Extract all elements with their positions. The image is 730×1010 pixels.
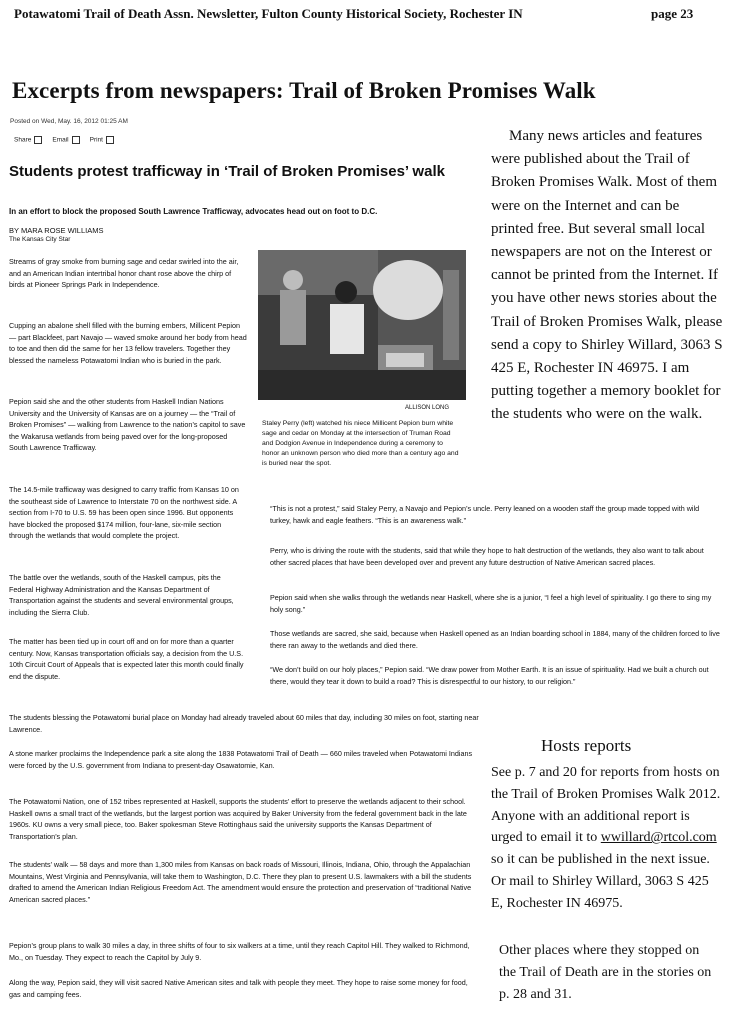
article-paragraph: “This is not a protest,” said Staley Perry, a Navajo and Pepion’s uncle. Perry leaned on a wooden staff the group made topped with wild turkey, hawk and eagle feathers. “This is an awareness walk.”: [270, 504, 700, 525]
photo-caption: Staley Perry (left) watched his niece Millicent Pepion burn white sage and cedar on Monday at the intersection of Truman Road and Dodgion Avenue in Independence during a ceremony to honor an unknown person who died more than a century ago and is buried near the spot.: [262, 420, 459, 467]
article-paragraph: The matter has been tied up in court off and on for more than a quarter century. Now, Kansas transportation officials say, a decision from the U.S. 10th Circuit Court of Appeals that is expected later this month could finally end the dispute.: [9, 637, 244, 681]
hosts-text: See p. 7 and 20 for reports from hosts on the Trail of Broken Promises Walk 2012. Anyone with an additional report is urged to email it to: [491, 765, 721, 846]
article-title: Students protest trafficway in ‘Trail of Broken Promises’ walk: [9, 163, 445, 180]
article-paragraph: Pepion’s group plans to walk 30 miles a day, in three shifts of four to six walkers at a time, until they reach Capitol Hill. They walked to Richmond, Mo., on Tuesday. They expect to reach the Capitol by July 9.: [9, 941, 470, 962]
page-number: page 23: [651, 6, 694, 21]
posted-date: Posted on Wed, May. 16, 2012 01:25 AM: [10, 118, 128, 125]
article-paragraph: Perry, who is driving the route with the students, said that while they hope to halt destruction of the wetlands, they also want to talk about other sacred places that have been developed over and prevent any future destruction of Native American sacred places.: [270, 546, 704, 567]
photo-illustration: [258, 250, 466, 400]
page-title: Excerpts from newspapers: Trail of Broken Promises Walk: [12, 78, 596, 103]
email-link[interactable]: Email: [52, 136, 79, 144]
other-places-note: Other places where they stopped on the Trail of Death are in the stories on p. 28 and 31.: [499, 943, 712, 1002]
email-link[interactable]: wwillard@rtcol.com: [600, 830, 717, 846]
article-paragraph: Pepion said she and the other students from Haskell Indian Nations University and the University of Kansas are on a journey — the “Trail of Broken Promises” — walking from Lawrence to the nation’s capitol to save the Wakarusa wetlands from being paved over for the long-proposed South Lawrence Trafficway.: [9, 397, 246, 453]
print-icon: [106, 136, 114, 144]
article-paragraph: The 14.5-mile trafficway was designed to carry traffic from Kansas 10 on the southeast side of Lawrence to Interstate 70 on the northwest side. A section from I-70 to U.S. 59 has been open since 1996. But opponents have blocked the proposed $174 million, four-lane, six-mile section through the wetlands that would complete the project.: [9, 485, 239, 541]
article-paragraph: The Potawatomi Nation, one of 152 tribes represented at Haskell, supports the students’ effort to preserve the wetlands adjacent to their school. Haskell owns a small tract of the wetlands, but the largest portion was acquired by Baker University from the federal government back in the late 1960s. KU owns a very small piece, too. Baker spokesman Steve Rottinghaus said the university supports the Kansas Department of Transportation’s plan.: [9, 797, 467, 841]
article-paragraph: Those wetlands are sacred, she said, because when Haskell opened as an Indian boarding school in 1884, many of the children forced to live there ran away to the wetlands and died there.: [270, 629, 720, 650]
article-paragraph: Pepion said when she walks through the wetlands near Haskell, where she is a junior, “I feel a high level of spirituality. I go there to sing my holy song.”: [270, 593, 712, 614]
hosts-body: [491, 762, 723, 915]
share-icon: [34, 136, 42, 144]
article-photo: [258, 250, 466, 400]
sidebar-intro: Many news articles and features were published about the Trail of Broken Promises Walk. Most of them were on the Internet and can be printed free. But several small local newspapers are not on the Interest or cannot be printed from the Internet. If you have other news stories about the Trail of Broken Promises Walk, please send a copy to Shirley Willard, 3063 S 425 E, Rochester IN 46975. I am putting together a memory booklet for the students who were on the walk.: [491, 128, 723, 423]
share-toolbar: [14, 136, 114, 144]
share-link[interactable]: Share: [14, 136, 42, 144]
newsletter-header: Potawatomi Trail of Death Assn. Newsletter, Fulton County Historical Society, Rochester IN: [14, 6, 523, 21]
article-paragraph: Along the way, Pepion said, they will visit sacred Native American sites and talk with people they meet. They hope to raise some money for food, gas and camping fees.: [9, 978, 468, 999]
byline-organization: The Kansas City Star: [9, 236, 71, 243]
photo-credit: ALLISON LONG: [405, 405, 450, 411]
byline: BY MARA ROSE WILLIAMS: [9, 226, 104, 235]
article-paragraph: The students blessing the Potawatomi burial place on Monday had already traveled about 60 miles that day, including 30 miles on foot, starting near Lawrence.: [9, 713, 479, 734]
email-icon: [72, 136, 80, 144]
article-paragraph: A stone marker proclaims the Independence park a site along the 1838 Potawatomi Trail of Death — 660 miles traveled when Potawatomi Indians were forced by the U.S. government from Indiana to present-day Osawatomie, Kan.: [9, 749, 473, 770]
article-paragraph: “We don’t build on our holy places,” Pepion said. “We draw power from Mother Earth. It is an issue of spirituality. Had we built a church out there, would they tear it down to build a road? This is disrespectful to our history, to our religion.”: [270, 665, 709, 686]
article-paragraph: The battle over the wetlands, south of the Haskell campus, pits the Federal Highway Administration and the Kansas Department of Transportation against the students and several environmental groups, including the Sierra Club.: [9, 573, 234, 617]
article-subtitle: In an effort to block the proposed South Lawrence Trafficway, advocates head out on foot to D.C.: [9, 207, 378, 216]
article-paragraph: Streams of gray smoke from burning sage and cedar swirled into the air, and an American Indian intertribal honor chant rose above the chirp of birds at Pioneer Springs Park in Independence.: [9, 257, 239, 290]
article-paragraph: The students’ walk — 58 days and more than 1,300 miles from Kansas on back roads of Missouri, Illinois, Indiana, Ohio, through the Appalachian Mountains, West Virginia and Pennsylvania, will take them to Washington, D.C. There they plan to present U.S. lawmakers with a bill the students drafted to amend the American Indian Religious Freedom Act. The amendment would ensure the protection and preservation of “traditional Native American sacred places.”: [9, 860, 472, 904]
hosts-heading: Hosts reports: [541, 736, 632, 755]
article-paragraph: Cupping an abalone shell filled with the burning embers, Millicent Pepion — part Blackfeet, part Navajo — waved smoke around her body from head to toe and then did the same for her 13 fellow travelers. Together they blessed the nameless Potawatomi Indian who is buried in the park.: [9, 321, 247, 365]
hosts-text: so it can be published in the next issue. Or mail to Shirley Willard, 3063 S 425 E, Rochester IN 46975.: [491, 852, 710, 911]
print-link[interactable]: Print: [90, 136, 114, 144]
